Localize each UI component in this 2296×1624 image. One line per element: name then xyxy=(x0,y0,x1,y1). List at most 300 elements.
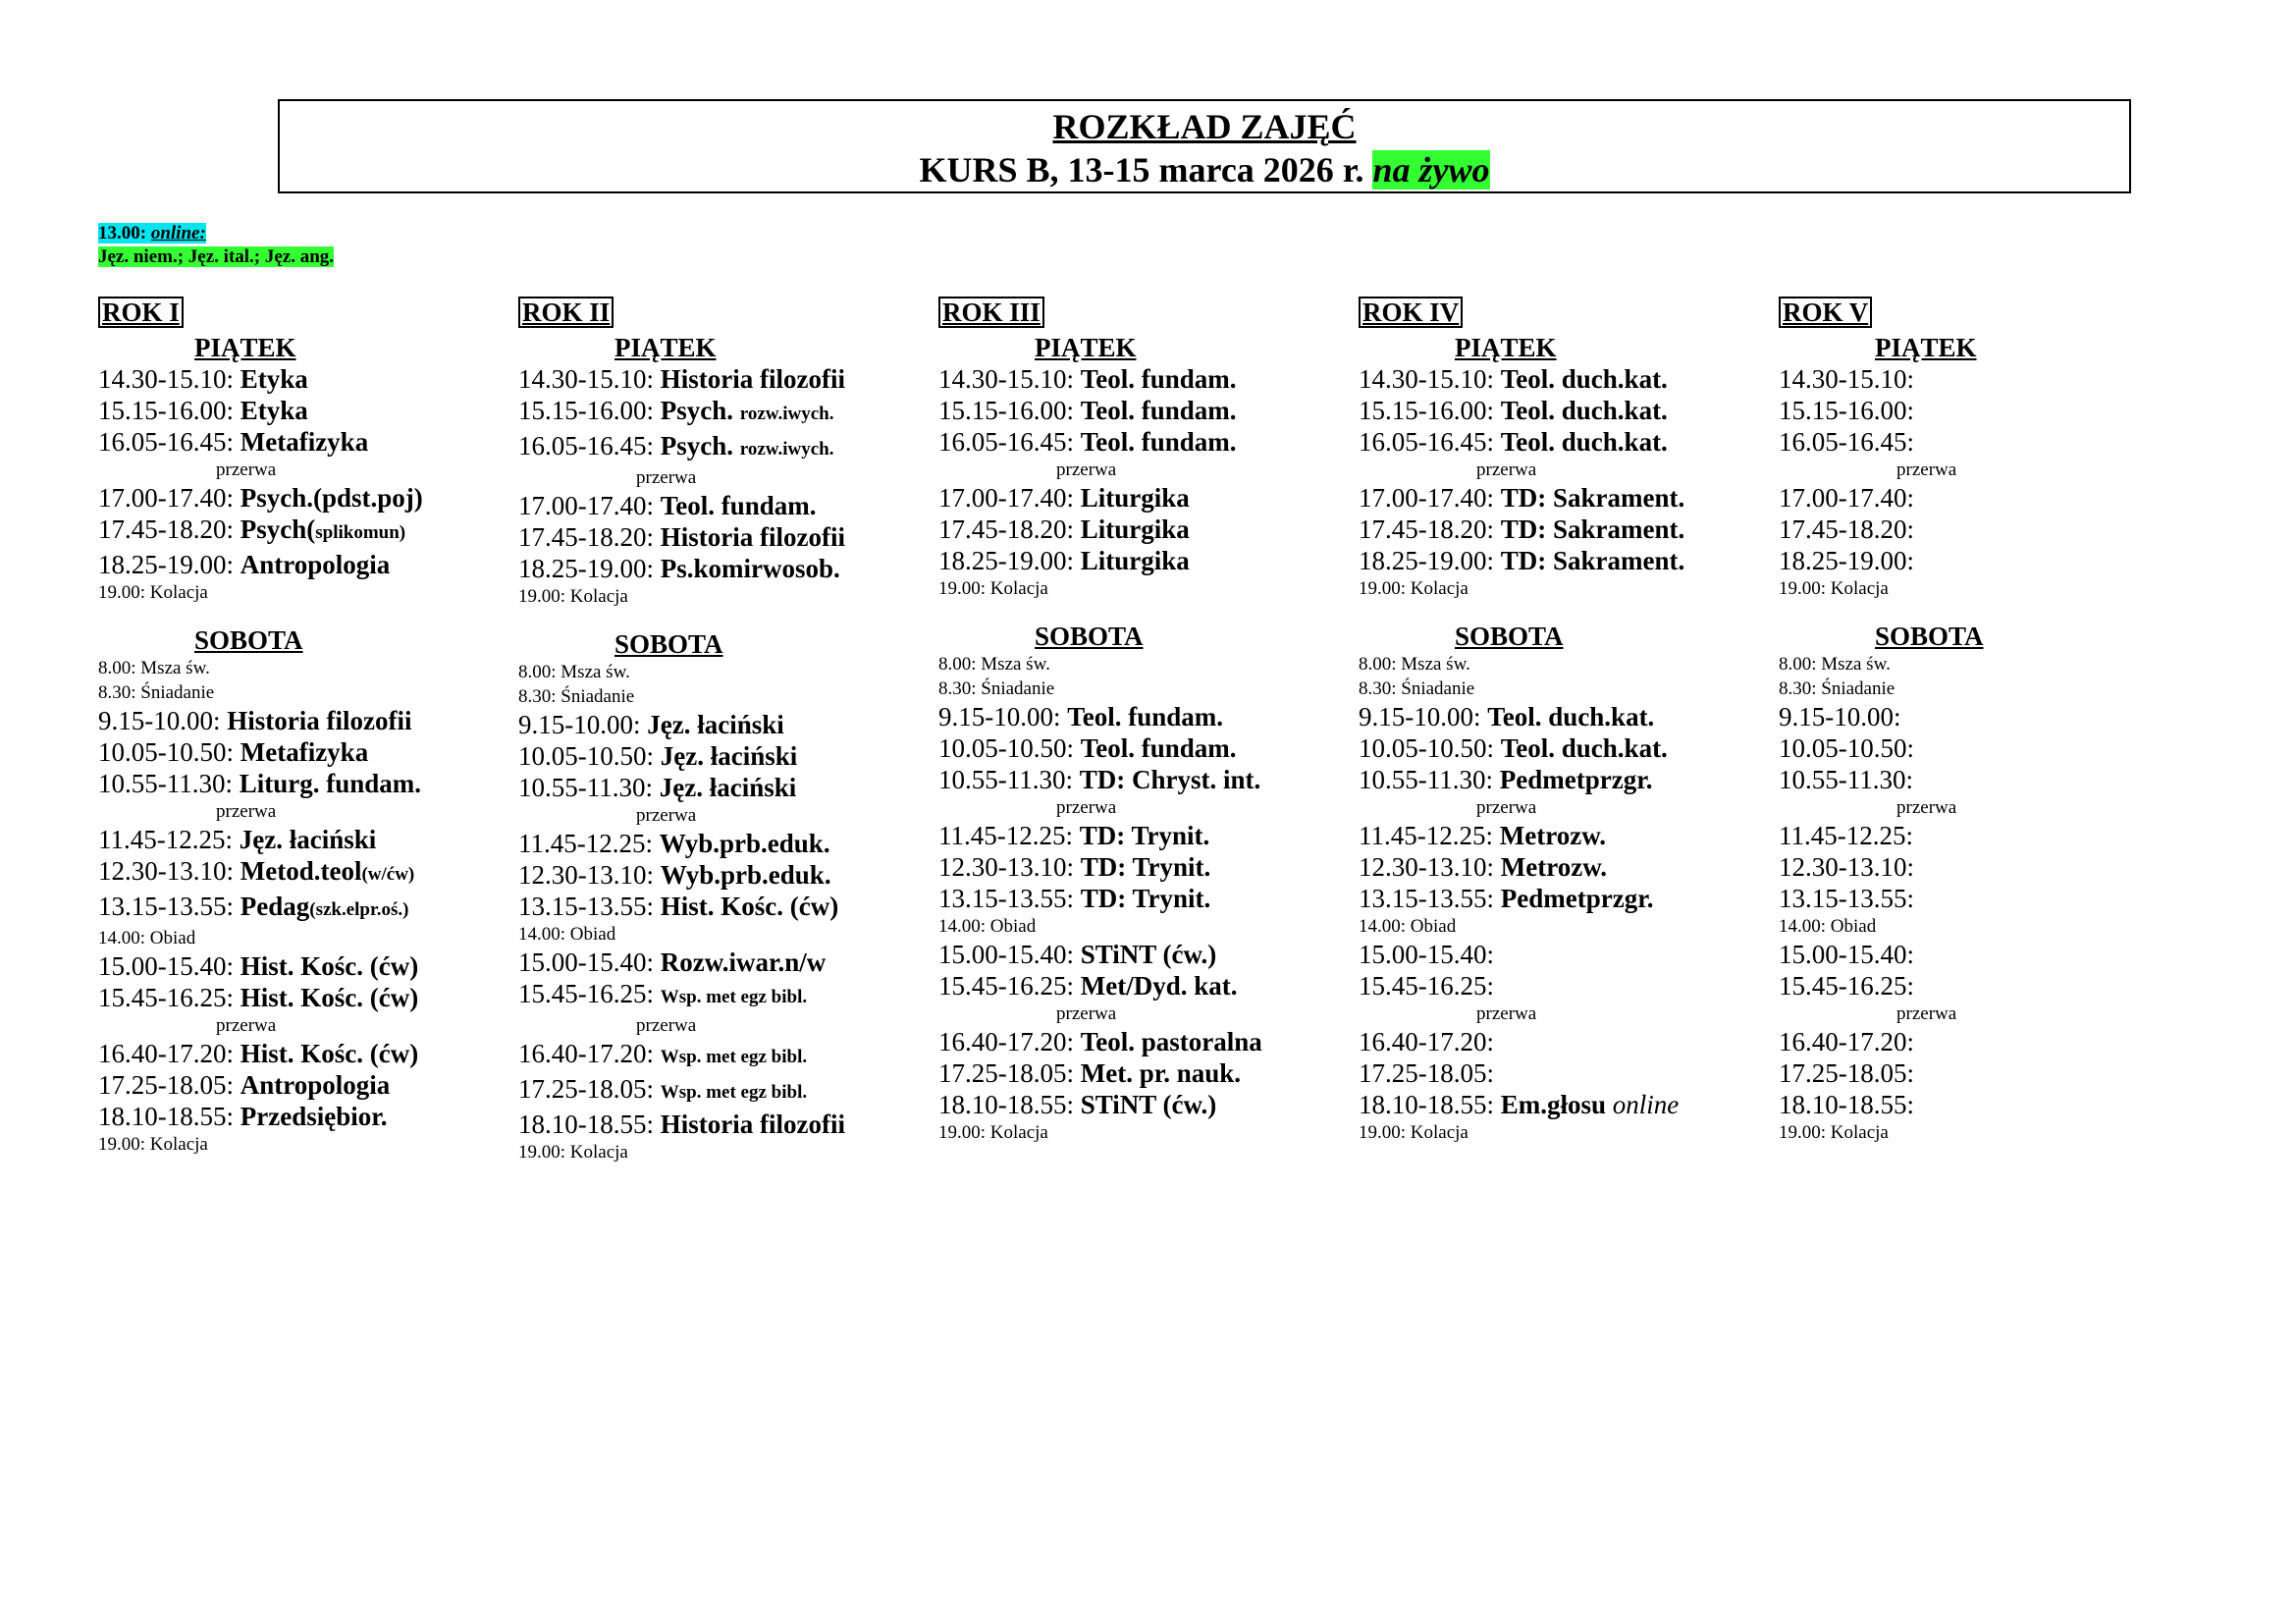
subject: Hist. Kośc. (ćw) xyxy=(240,1039,419,1068)
time-slot: 15.00-15.40: xyxy=(1359,940,1494,969)
subject: Historia filozofii xyxy=(660,364,845,394)
time-slot: 17.25-18.05: xyxy=(98,1070,240,1100)
schedule-row xyxy=(518,859,931,891)
year-heading: ROK III xyxy=(938,297,1044,328)
schedule-title: ROZKŁAD ZAJĘĆ xyxy=(1052,107,1357,146)
subject: TD: Sakrament. xyxy=(1500,546,1685,575)
subject: Teol. fundam. xyxy=(1080,364,1237,394)
schedule-row xyxy=(938,732,1351,764)
online-note xyxy=(98,222,334,269)
break-label: przerwa xyxy=(1896,460,1957,480)
time-slot: 9.15-10.00: xyxy=(1779,702,1901,731)
subject-detail: Wsp. met egz bibl. xyxy=(660,1047,808,1067)
schedule-row xyxy=(518,430,931,465)
subject: Metrozw. xyxy=(1499,821,1606,850)
subject: Antropologia xyxy=(240,550,391,579)
subject: TD: Trynit. xyxy=(1079,821,1210,850)
subject: Psych. xyxy=(660,396,740,425)
schedule-row xyxy=(938,764,1351,795)
subject: Metrozw. xyxy=(1500,852,1607,882)
schedule-row xyxy=(938,482,1351,514)
time-slot: 16.05-16.45: xyxy=(1359,427,1501,457)
schedule-row xyxy=(98,363,510,395)
breakfast: 8.30: Śniadanie xyxy=(1359,678,1475,699)
schedule-row xyxy=(518,947,931,978)
time-slot: 17.45-18.20: xyxy=(1779,514,1914,544)
time-slot: 18.10-18.55: xyxy=(518,1110,661,1139)
schedule-row xyxy=(518,891,931,922)
time-slot: 17.00-17.40: xyxy=(518,491,661,520)
subject: Liturgika xyxy=(1080,514,1190,544)
supper: 19.00: Kolacja xyxy=(1779,578,1889,599)
schedule-row xyxy=(938,545,1351,576)
time-slot: 15.45-16.25: xyxy=(1359,971,1494,1001)
break-label: przerwa xyxy=(636,1015,697,1036)
time-slot: 15.45-16.25: xyxy=(98,983,240,1012)
schedule-row xyxy=(1359,701,1771,732)
subject: Etyka xyxy=(240,364,308,394)
breakfast: 8.30: Śniadanie xyxy=(938,678,1055,699)
time-slot: 15.45-16.25: xyxy=(1779,971,1914,1001)
time-slot: 10.55-11.30: xyxy=(1359,765,1500,794)
time-slot: 11.45-12.25: xyxy=(1359,821,1500,850)
time-slot: 10.55-11.30: xyxy=(938,765,1080,794)
schedule-row xyxy=(938,883,1351,914)
live-highlight: na żywo xyxy=(1372,150,1490,189)
subject-detail: Wsp. met egz bibl. xyxy=(660,987,808,1007)
break-label: przerwa xyxy=(1896,1003,1957,1024)
time-slot: 11.45-12.25: xyxy=(1779,821,1913,850)
break-label: przerwa xyxy=(1056,797,1117,818)
schedule-row xyxy=(1359,482,1771,514)
mass: 8.00: Msza św. xyxy=(1779,654,1891,675)
subject: Pedag xyxy=(240,892,310,921)
time-slot: 9.15-10.00: xyxy=(98,706,228,735)
time-slot: 15.00-15.40: xyxy=(518,947,661,977)
mass: 8.00: Msza św. xyxy=(1359,654,1470,675)
time-slot: 17.00-17.40: xyxy=(938,483,1081,513)
schedule-row xyxy=(1359,970,1771,1001)
time-slot: 9.15-10.00: xyxy=(1359,702,1488,731)
schedule-row xyxy=(1779,764,2191,795)
supper: 19.00: Kolacja xyxy=(98,582,208,603)
time-slot: 15.15-16.00: xyxy=(1779,396,1914,425)
schedule-row xyxy=(1779,732,2191,764)
lunch: 14.00: Obiad xyxy=(1359,916,1457,937)
time-slot: 17.45-18.20: xyxy=(1359,514,1501,544)
schedule-row xyxy=(1359,883,1771,914)
supper: 19.00: Kolacja xyxy=(518,1142,628,1163)
subject: Liturgika xyxy=(1080,483,1190,513)
time-slot: 18.25-19.00: xyxy=(98,550,240,579)
spacer xyxy=(98,605,510,624)
time-slot: 13.15-13.55: xyxy=(1779,884,1914,913)
schedule-row xyxy=(518,978,931,1013)
schedule-row xyxy=(98,824,510,855)
breakfast: 8.30: Śniadanie xyxy=(98,682,215,703)
subject: Liturg. fundam. xyxy=(239,769,422,798)
subject: Historia filozofii xyxy=(660,522,845,552)
schedule-row xyxy=(1359,426,1771,458)
subject: Psych. xyxy=(660,431,740,460)
schedule-row xyxy=(1359,820,1771,851)
subject: Pedmetprzgr. xyxy=(1499,765,1653,794)
time-slot: 12.30-13.10: xyxy=(1359,852,1501,882)
day-saturday: SOBOTA xyxy=(1455,622,1564,651)
schedule-row xyxy=(98,982,510,1013)
time-slot: 16.40-17.20: xyxy=(938,1027,1081,1056)
time-slot: 17.45-18.20: xyxy=(98,514,240,544)
schedule-row xyxy=(1779,1026,2191,1057)
subject: Historia filozofii xyxy=(227,706,412,735)
time-slot: 15.15-16.00: xyxy=(98,396,240,425)
subject: Teol. fundam. xyxy=(1080,396,1237,425)
time-slot: 17.00-17.40: xyxy=(98,483,240,513)
schedule-row xyxy=(938,395,1351,426)
subject: Pedmetprzgr. xyxy=(1500,884,1654,913)
time-slot: 17.25-18.05: xyxy=(1779,1058,1914,1088)
time-slot: 16.40-17.20: xyxy=(98,1039,240,1068)
schedule-row xyxy=(1779,701,2191,732)
schedule-row xyxy=(518,521,931,553)
schedule-row xyxy=(1359,1026,1771,1057)
schedule-row xyxy=(518,772,931,803)
day-saturday: SOBOTA xyxy=(194,625,303,655)
time-slot: 17.45-18.20: xyxy=(938,514,1081,544)
time-slot: 15.45-16.25: xyxy=(938,971,1081,1001)
time-slot: 18.25-19.00: xyxy=(1359,546,1501,575)
subject: TD: Sakrament. xyxy=(1500,514,1685,544)
time-slot: 10.55-11.30: xyxy=(1779,765,1913,794)
subject: Przedsiębior. xyxy=(240,1102,388,1131)
break-label: przerwa xyxy=(1476,460,1537,480)
time-slot: 17.25-18.05: xyxy=(1359,1058,1494,1088)
time-slot: 14.30-15.10: xyxy=(518,364,661,394)
subject: Hist. Kośc. (ćw) xyxy=(660,892,839,921)
course-dates: KURS B, 13-15 marca 2026 r. xyxy=(919,150,1364,189)
break-label: przerwa xyxy=(216,801,277,822)
time-slot: 9.15-10.00: xyxy=(938,702,1068,731)
day-friday: PIĄTEK xyxy=(1035,333,1137,362)
subject: Jęz. łaciński xyxy=(659,773,797,802)
schedule-title-box xyxy=(278,99,2131,193)
schedule-row xyxy=(1359,1057,1771,1089)
online-note-label: online: xyxy=(150,223,206,244)
day-friday: PIĄTEK xyxy=(194,333,296,362)
time-slot: 13.15-13.55: xyxy=(1359,884,1501,913)
year-column xyxy=(1359,297,1771,1145)
time-slot: 16.05-16.45: xyxy=(1779,427,1914,457)
schedule-row xyxy=(98,395,510,426)
schedule-row xyxy=(1359,732,1771,764)
subject-detail: (szk.elpr.oś.) xyxy=(309,899,409,920)
supper: 19.00: Kolacja xyxy=(1359,578,1468,599)
time-slot: 14.30-15.10: xyxy=(1359,364,1501,394)
time-slot: 15.15-16.00: xyxy=(1359,396,1501,425)
subject: Jęz. łaciński xyxy=(239,825,377,854)
subject: Jęz. łaciński xyxy=(660,741,798,771)
schedule-row xyxy=(518,1038,931,1073)
schedule-row xyxy=(938,701,1351,732)
time-slot: 17.45-18.20: xyxy=(518,522,661,552)
year-heading: ROK II xyxy=(518,297,614,328)
schedule-row xyxy=(938,820,1351,851)
subject-detail: rozw.iwych. xyxy=(739,439,834,460)
schedule-row xyxy=(1359,395,1771,426)
time-slot: 18.10-18.55: xyxy=(98,1102,240,1131)
supper: 19.00: Kolacja xyxy=(518,586,628,607)
subject: TD: Trynit. xyxy=(1080,884,1211,913)
time-slot: 15.15-16.00: xyxy=(518,396,661,425)
time-slot: 16.05-16.45: xyxy=(518,431,661,460)
subject: Teol. fundam. xyxy=(660,491,817,520)
day-friday: PIĄTEK xyxy=(1875,333,1977,362)
time-slot: 11.45-12.25: xyxy=(98,825,240,854)
subject: Teol. duch.kat. xyxy=(1500,733,1668,763)
time-slot: 17.00-17.40: xyxy=(1359,483,1501,513)
time-slot: 10.55-11.30: xyxy=(518,773,660,802)
time-slot: 13.15-13.55: xyxy=(938,884,1081,913)
subject: Etyka xyxy=(240,396,308,425)
subject: Psych.(pdst.poj) xyxy=(240,483,423,513)
time-slot: 17.00-17.40: xyxy=(1779,483,1914,513)
time-slot: 18.25-19.00: xyxy=(1779,546,1914,575)
schedule-row xyxy=(1779,545,2191,576)
schedule-row xyxy=(98,736,510,768)
time-slot: 15.00-15.40: xyxy=(98,951,240,981)
subject: Rozw.iwar.n/w xyxy=(660,947,827,977)
subject: Wyb.prb.eduk. xyxy=(659,829,830,858)
time-slot: 11.45-12.25: xyxy=(518,829,660,858)
time-slot: 13.15-13.55: xyxy=(518,892,661,921)
supper: 19.00: Kolacja xyxy=(938,578,1048,599)
subject-detail: rozw.iwych. xyxy=(739,404,834,424)
mass: 8.00: Msza św. xyxy=(938,654,1050,675)
break-label: przerwa xyxy=(216,1015,277,1036)
subject: Teol. duch.kat. xyxy=(1500,427,1668,457)
supper: 19.00: Kolacja xyxy=(98,1134,208,1155)
subject: Ps.komirwosob. xyxy=(660,554,840,583)
schedule-subtitle xyxy=(280,148,2129,191)
subject: Psych( xyxy=(240,514,316,544)
mass: 8.00: Msza św. xyxy=(98,658,210,678)
schedule-row xyxy=(98,482,510,514)
schedule-row xyxy=(98,426,510,458)
time-slot: 16.40-17.20: xyxy=(1359,1027,1494,1056)
subject-detail: Wsp. met egz bibl. xyxy=(660,1082,808,1103)
subject: Antropologia xyxy=(240,1070,391,1100)
schedule-row xyxy=(1779,514,2191,545)
break-label: przerwa xyxy=(636,467,697,488)
day-friday: PIĄTEK xyxy=(1455,333,1557,362)
schedule-row xyxy=(1779,426,2191,458)
subject: Teol. fundam. xyxy=(1080,733,1237,763)
time-slot: 9.15-10.00: xyxy=(518,710,648,739)
subject: Teol. pastoralna xyxy=(1080,1027,1262,1056)
schedule-row xyxy=(1359,545,1771,576)
schedule-row xyxy=(1779,482,2191,514)
subject: Historia filozofii xyxy=(660,1110,845,1139)
schedule-row xyxy=(98,1101,510,1132)
subject-detail: (w/ćw) xyxy=(361,864,415,885)
schedule-row xyxy=(1779,1089,2191,1120)
time-slot: 10.05-10.50: xyxy=(98,737,240,767)
online-note-time: 13.00: xyxy=(98,223,147,244)
time-slot: 16.40-17.20: xyxy=(1779,1027,1914,1056)
mass: 8.00: Msza św. xyxy=(518,662,630,682)
schedule-row xyxy=(1779,970,2191,1001)
breakfast: 8.30: Śniadanie xyxy=(1779,678,1896,699)
subject: Metod.teol xyxy=(240,856,362,886)
time-slot: 10.55-11.30: xyxy=(98,769,240,798)
year-column xyxy=(1779,297,2191,1145)
subject: Teol. duch.kat. xyxy=(1487,702,1655,731)
schedule-row xyxy=(518,709,931,740)
time-slot: 18.10-18.55: xyxy=(938,1090,1081,1119)
schedule-row xyxy=(1779,883,2191,914)
schedule-row xyxy=(518,828,931,859)
schedule-row xyxy=(938,1089,1351,1120)
time-slot: 18.25-19.00: xyxy=(518,554,661,583)
time-slot: 10.05-10.50: xyxy=(1359,733,1501,763)
time-slot: 16.40-17.20: xyxy=(518,1039,661,1068)
schedule-row xyxy=(1359,1089,1771,1120)
subject: Jęz. łaciński xyxy=(647,710,784,739)
lunch: 14.00: Obiad xyxy=(938,916,1037,937)
break-label: przerwa xyxy=(1476,797,1537,818)
schedule-row xyxy=(518,1073,931,1109)
schedule-row xyxy=(98,549,510,580)
subject: Teol. duch.kat. xyxy=(1500,396,1668,425)
schedule-row xyxy=(1779,851,2191,883)
schedule-row xyxy=(938,514,1351,545)
time-slot: 15.00-15.40: xyxy=(1779,940,1914,969)
schedule-row xyxy=(518,553,931,584)
schedule-row xyxy=(938,851,1351,883)
schedule-row xyxy=(518,1109,931,1140)
breakfast: 8.30: Śniadanie xyxy=(518,686,635,707)
schedule-row xyxy=(98,514,510,549)
time-slot: 18.25-19.00: xyxy=(938,546,1081,575)
schedule-row xyxy=(938,426,1351,458)
time-slot: 16.05-16.45: xyxy=(98,427,240,457)
subject: Teol. duch.kat. xyxy=(1500,364,1668,394)
time-slot: 10.05-10.50: xyxy=(938,733,1081,763)
time-slot: 16.05-16.45: xyxy=(938,427,1081,457)
schedule-row xyxy=(938,970,1351,1001)
subject: Hist. Kośc. (ćw) xyxy=(240,951,419,981)
subject: STiNT (ćw.) xyxy=(1080,940,1217,969)
spacer xyxy=(1779,601,2191,621)
spacer xyxy=(518,609,931,628)
schedule-row xyxy=(1779,820,2191,851)
subject: Em.głosu xyxy=(1500,1090,1613,1119)
year-heading: ROK I xyxy=(98,297,184,328)
schedule-row xyxy=(98,855,510,891)
schedule-row xyxy=(98,1069,510,1101)
subject: Hist. Kośc. (ćw) xyxy=(240,983,419,1012)
schedule-row xyxy=(1359,363,1771,395)
year-column xyxy=(518,297,931,1164)
time-slot: 12.30-13.10: xyxy=(938,852,1081,882)
subject: Liturgika xyxy=(1080,546,1190,575)
schedule-row xyxy=(1779,939,2191,970)
break-label: przerwa xyxy=(1896,797,1957,818)
time-slot: 15.45-16.25: xyxy=(518,979,661,1008)
schedule-row xyxy=(98,705,510,736)
time-slot: 14.30-15.10: xyxy=(1779,364,1914,394)
spacer xyxy=(1359,601,1771,621)
time-slot: 15.15-16.00: xyxy=(938,396,1081,425)
schedule-row xyxy=(518,395,931,430)
online-note-languages: Jęz. niem.; Jęz. ital.; Jęz. ang. xyxy=(98,246,335,267)
time-slot: 12.30-13.10: xyxy=(1779,852,1914,882)
day-friday: PIĄTEK xyxy=(614,333,717,362)
subject: TD: Sakrament. xyxy=(1500,483,1685,513)
schedule-row xyxy=(938,1026,1351,1057)
schedule-row xyxy=(1779,1057,2191,1089)
year-column xyxy=(98,297,510,1157)
break-label: przerwa xyxy=(636,805,697,826)
schedule-row xyxy=(1359,939,1771,970)
schedule-row xyxy=(518,490,931,521)
schedule-row xyxy=(1359,514,1771,545)
lunch: 14.00: Obiad xyxy=(518,924,616,945)
time-slot: 17.25-18.05: xyxy=(518,1074,661,1104)
day-saturday: SOBOTA xyxy=(1875,622,1984,651)
subject: STiNT (ćw.) xyxy=(1080,1090,1217,1119)
schedule-row xyxy=(98,768,510,799)
subject: Met. pr. nauk. xyxy=(1080,1058,1242,1088)
time-slot: 13.15-13.55: xyxy=(98,892,240,921)
time-slot: 10.05-10.50: xyxy=(1779,733,1914,763)
year-heading: ROK V xyxy=(1779,297,1872,328)
subject-detail: splikomun) xyxy=(315,522,406,543)
year-heading: ROK IV xyxy=(1359,297,1463,328)
schedule-row xyxy=(98,1038,510,1069)
subject: Metafizyka xyxy=(240,737,369,767)
lunch: 14.00: Obiad xyxy=(1779,916,1877,937)
subject: Met/Dyd. kat. xyxy=(1080,971,1238,1001)
time-slot: 17.25-18.05: xyxy=(938,1058,1081,1088)
schedule-row xyxy=(938,939,1351,970)
supper: 19.00: Kolacja xyxy=(938,1122,1048,1143)
schedule-row xyxy=(1359,851,1771,883)
schedule-row xyxy=(1359,764,1771,795)
time-slot: 11.45-12.25: xyxy=(938,821,1080,850)
schedule-row xyxy=(518,363,931,395)
schedule-row xyxy=(1779,395,2191,426)
time-slot: 15.00-15.40: xyxy=(938,940,1081,969)
time-slot: 18.10-18.55: xyxy=(1779,1090,1914,1119)
year-column xyxy=(938,297,1351,1145)
online-note-time-line xyxy=(98,223,206,244)
break-label: przerwa xyxy=(1476,1003,1537,1024)
spacer xyxy=(938,601,1351,621)
schedule-row xyxy=(98,950,510,982)
subject: Teol. fundam. xyxy=(1080,427,1237,457)
schedule-row xyxy=(518,740,931,772)
time-slot: 12.30-13.10: xyxy=(518,860,661,890)
break-label: przerwa xyxy=(1056,460,1117,480)
supper: 19.00: Kolacja xyxy=(1779,1122,1889,1143)
subject: TD: Trynit. xyxy=(1080,852,1211,882)
break-label: przerwa xyxy=(1056,1003,1117,1024)
supper: 19.00: Kolacja xyxy=(1359,1122,1468,1143)
subject: Wyb.prb.eduk. xyxy=(660,860,831,890)
subject: TD: Chryst. int. xyxy=(1079,765,1261,794)
time-slot: 18.10-18.55: xyxy=(1359,1090,1501,1119)
